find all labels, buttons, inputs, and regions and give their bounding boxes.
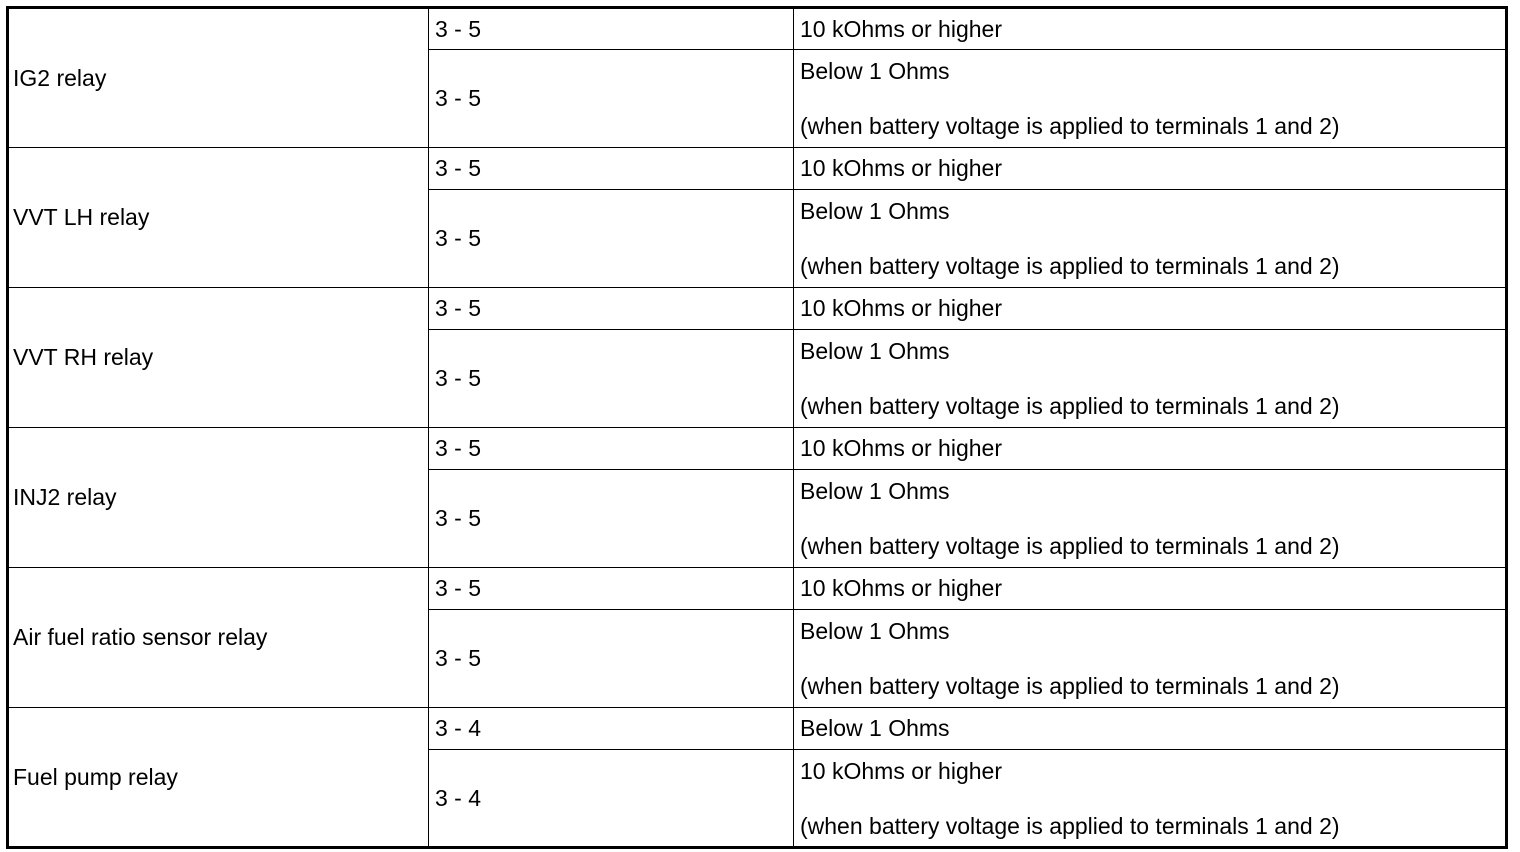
terminal-connection: 3 - 4: [429, 708, 794, 750]
specified-condition: [794, 750, 1507, 848]
condition-note: (when battery voltage is applied to terminals 1 and 2): [800, 813, 1340, 839]
condition-note: (when battery voltage is applied to terminals 1 and 2): [800, 673, 1340, 699]
specified-condition: [794, 610, 1507, 708]
relay-name: Air fuel ratio sensor relay: [8, 568, 429, 708]
condition-value: 10 kOhms or higher: [800, 758, 1002, 784]
specified-condition: 10 kOhms or higher: [794, 428, 1507, 470]
condition-note: (when battery voltage is applied to terminals 1 and 2): [800, 113, 1340, 139]
condition-value: Below 1 Ohms: [800, 58, 950, 84]
relay-inspection-table: [6, 6, 1508, 849]
condition-value: Below 1 Ohms: [800, 478, 950, 504]
condition-note: (when battery voltage is applied to terminals 1 and 2): [800, 533, 1340, 559]
specified-condition: 10 kOhms or higher: [794, 568, 1507, 610]
specified-condition: 10 kOhms or higher: [794, 148, 1507, 190]
table-row: [8, 8, 1507, 50]
terminal-connection: 3 - 5: [429, 568, 794, 610]
specified-condition: 10 kOhms or higher: [794, 8, 1507, 50]
condition-note: (when battery voltage is applied to terminals 1 and 2): [800, 253, 1340, 279]
specified-condition: [794, 50, 1507, 148]
specified-condition: 10 kOhms or higher: [794, 288, 1507, 330]
table-row: [8, 708, 1507, 750]
condition-value: Below 1 Ohms: [800, 338, 950, 364]
terminal-connection: 3 - 5: [429, 288, 794, 330]
table-row: [8, 568, 1507, 610]
terminal-connection: 3 - 5: [429, 148, 794, 190]
terminal-connection: 3 - 5: [429, 330, 794, 428]
table-row: [8, 428, 1507, 470]
terminal-connection: 3 - 5: [429, 50, 794, 148]
terminal-connection: 3 - 5: [429, 8, 794, 50]
terminal-connection: 3 - 5: [429, 428, 794, 470]
relay-name: VVT LH relay: [8, 148, 429, 288]
terminal-connection: 3 - 4: [429, 750, 794, 848]
table-row: [8, 288, 1507, 330]
table-row: [8, 148, 1507, 190]
specified-condition: Below 1 Ohms: [794, 708, 1507, 750]
terminal-connection: 3 - 5: [429, 190, 794, 288]
relay-name: INJ2 relay: [8, 428, 429, 568]
relay-name: VVT RH relay: [8, 288, 429, 428]
specified-condition: [794, 190, 1507, 288]
specified-condition: [794, 330, 1507, 428]
condition-note: (when battery voltage is applied to terminals 1 and 2): [800, 393, 1340, 419]
specified-condition: [794, 470, 1507, 568]
condition-value: Below 1 Ohms: [800, 198, 950, 224]
condition-value: Below 1 Ohms: [800, 618, 950, 644]
relay-name: IG2 relay: [8, 8, 429, 148]
terminal-connection: 3 - 5: [429, 470, 794, 568]
terminal-connection: 3 - 5: [429, 610, 794, 708]
relay-name: Fuel pump relay: [8, 708, 429, 848]
